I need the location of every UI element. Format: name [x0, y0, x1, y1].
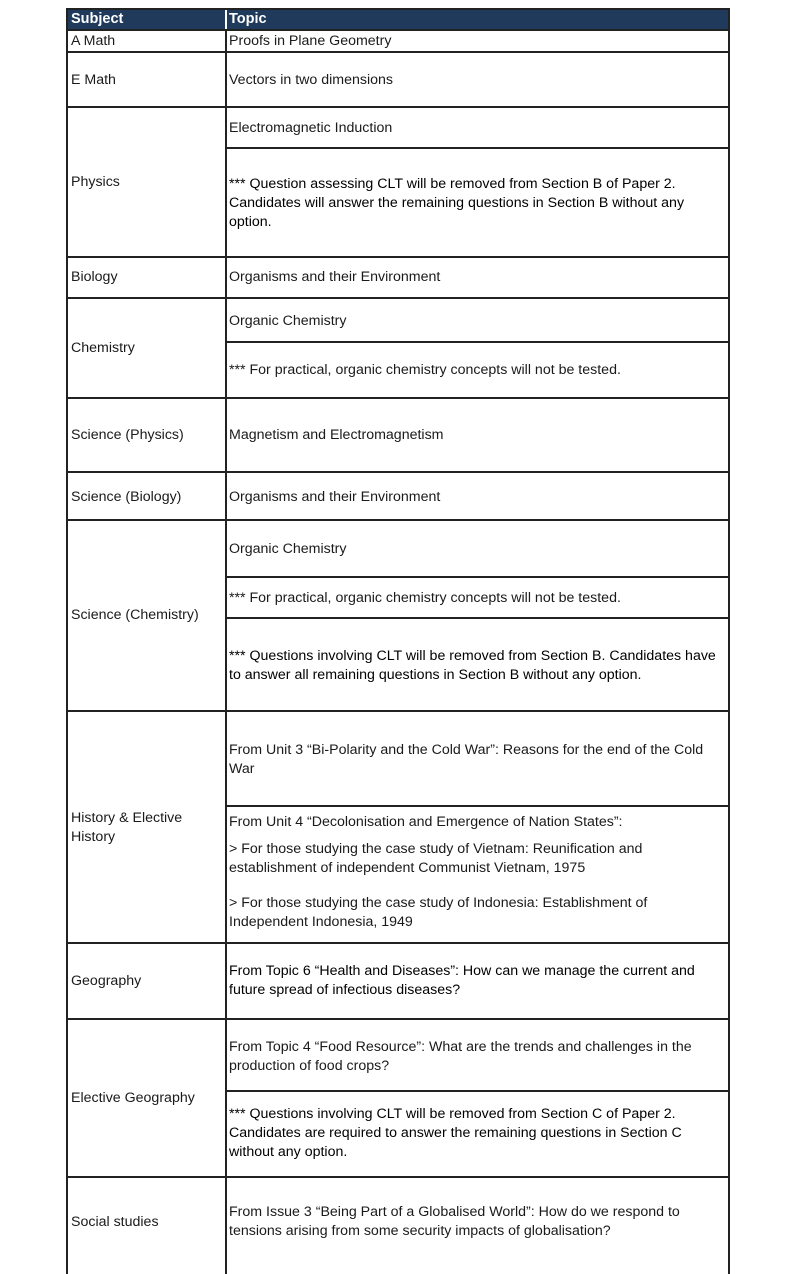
- table-header: [68, 10, 728, 29]
- subject-cell: Elective Geography: [71, 1090, 195, 1106]
- subject-cell: Chemistry: [71, 340, 135, 356]
- cell-border: [225, 805, 728, 807]
- topic-cell: Vectors in two dimensions: [229, 72, 394, 88]
- row-border: [68, 29, 728, 31]
- topic-cell: Magnetism and Electromagnetism: [229, 427, 444, 443]
- header-divider: [225, 10, 227, 29]
- row-border: [68, 1018, 728, 1020]
- row-border: [68, 710, 728, 712]
- row-border: [68, 256, 728, 258]
- topic-note: *** For practical, organic chemistry concepts will not be tested.: [229, 362, 621, 378]
- row-border: [68, 51, 728, 53]
- row-border: [68, 942, 728, 944]
- row-border: [68, 519, 728, 521]
- column-divider: [225, 29, 227, 1274]
- subject-cell: Biology: [71, 269, 118, 285]
- subject-cell: Science (Biology): [71, 489, 182, 505]
- cell-border: [225, 147, 728, 149]
- topic-note: *** Questions involving CLT will be removed from Section B. Candidates have to answer all remaining questions in Section B without any option.: [229, 648, 716, 683]
- header-subject: Subject: [71, 11, 124, 27]
- topic-cell: Proofs in Plane Geometry: [229, 33, 392, 49]
- topic-cell: Organisms and their Environment: [229, 489, 441, 505]
- topic-cell: From Issue 3 “Being Part of a Globalised World”: How do we respond to tensions arising from some security impacts of globalisation?: [229, 1204, 680, 1239]
- topic-bullet: > For those studying the case study of Vietnam: Reunification and establishment of independent Communist Vietnam, 1975: [229, 841, 643, 876]
- cell-border: [225, 341, 728, 343]
- topic-note: *** For practical, organic chemistry concepts will not be tested.: [229, 590, 621, 606]
- topic-cell: From Topic 6 “Health and Diseases”: How can we manage the current and future spread of infectious diseases?: [229, 963, 695, 998]
- topic-cell: Organisms and their Environment: [229, 269, 441, 285]
- cell-border: [225, 576, 728, 578]
- cell-border: [225, 617, 728, 619]
- subject-cell: A Math: [71, 33, 116, 49]
- topic-cell: From Topic 4 “Food Resource”: What are the trends and challenges in the production of food crops?: [229, 1039, 692, 1074]
- row-border: [68, 1176, 728, 1178]
- subject-cell: Geography: [71, 973, 142, 989]
- topic-note: *** Question assessing CLT will be removed from Section B of Paper 2. Candidates will answer the remaining questions in Section B without any option.: [229, 176, 685, 230]
- subject-cell: Science (Chemistry): [71, 607, 199, 623]
- topic-cell: Electromagnetic Induction: [229, 120, 393, 136]
- topic-note: *** Questions involving CLT will be removed from Section C of Paper 2. Candidates are required to answer the remaining questions in Section C without any option.: [229, 1106, 682, 1160]
- row-border: [68, 471, 728, 473]
- topic-intro: From Unit 4 “Decolonisation and Emergence of Nation States”:: [229, 814, 623, 830]
- topic-cell: Organic Chemistry: [229, 541, 347, 557]
- topic-bullet: > For those studying the case study of Indonesia: Establishment of Independent Indonesia, 1949: [229, 895, 648, 930]
- row-border: [68, 106, 728, 108]
- subject-cell: Science (Physics): [71, 427, 184, 443]
- topic-cell: Organic Chemistry: [229, 313, 347, 329]
- topic-cell: [229, 813, 723, 932]
- subject-cell: Physics: [71, 174, 120, 190]
- subject-cell: History & Elective History: [71, 810, 183, 845]
- cell-border: [225, 1090, 728, 1092]
- header-topic: Topic: [229, 11, 267, 27]
- row-border: [68, 297, 728, 299]
- subject-cell: Social studies: [71, 1214, 159, 1230]
- topic-cell: From Unit 3 “Bi-Polarity and the Cold War”: Reasons for the end of the Cold War: [229, 742, 704, 777]
- syllabus-table: [66, 8, 730, 1274]
- row-border: [68, 397, 728, 399]
- subject-cell: E Math: [71, 72, 116, 88]
